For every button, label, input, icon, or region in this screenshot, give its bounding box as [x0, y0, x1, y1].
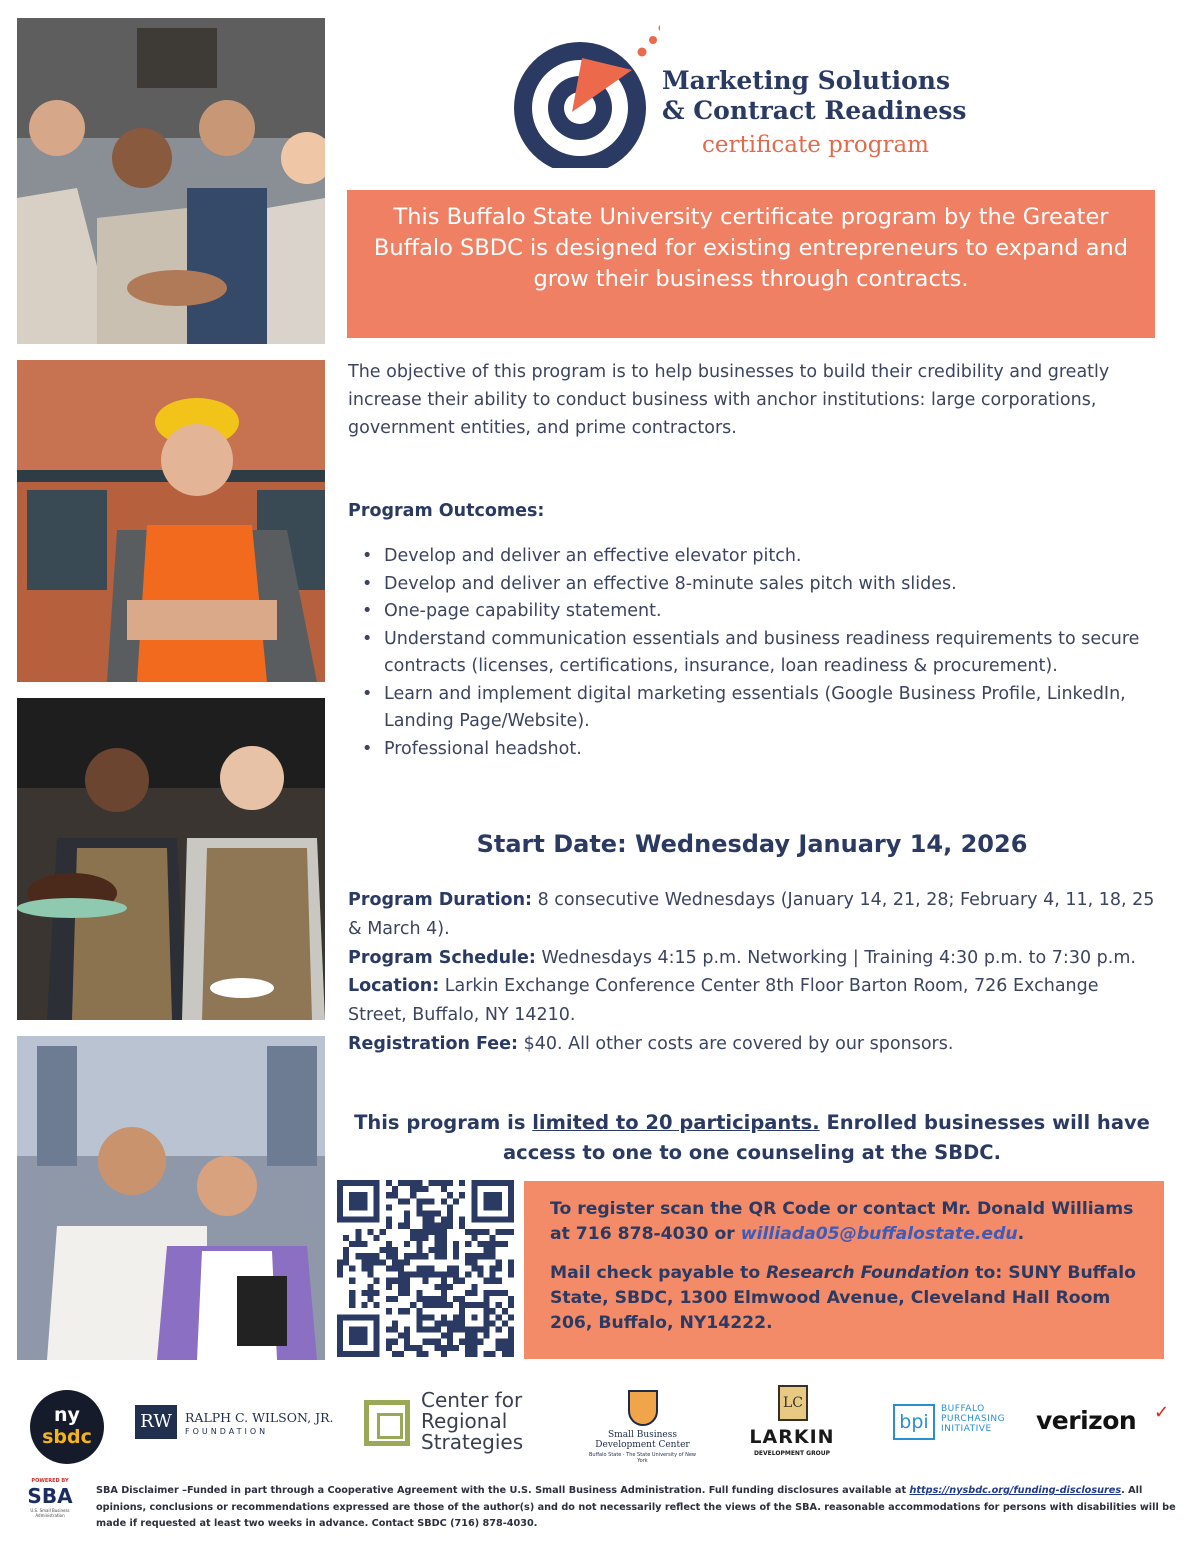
qr-code-icon: [337, 1180, 514, 1357]
larkin-name: LARKIN: [749, 1426, 835, 1448]
limited-pre: This program is: [354, 1111, 533, 1134]
mail-payee: Research Foundation: [766, 1263, 970, 1283]
sbdc-line1: Small Business: [608, 1430, 677, 1440]
location-label: Location:: [348, 976, 440, 997]
objective-paragraph: The objective of this program is to help businesses to build their credibility and greatly increase their ability to conduct business with anchor institutions: large corporations, government entities, and prime contractors.: [348, 362, 1110, 438]
sba-sub: U.S. Small Business Administration: [30, 1508, 70, 1518]
bpi-line3: INITIATIVE: [941, 1424, 992, 1434]
list-item: • Understand communication essentials and business readiness requirements to secure contracts (licenses, certifications, insurance, loan readiness & procurement).: [348, 626, 1158, 681]
duration-value: 8 consecutive Wednesdays (January 14, 21, 28; February 4, 11, 18, 25 & March 4).: [348, 890, 1155, 939]
sba-name: SBA: [27, 1484, 73, 1508]
duration-label: Program Duration:: [348, 890, 533, 910]
crs-frame-icon: [364, 1400, 410, 1446]
disclaimer-post: . All opinions, conclusions or recommendations expressed are those of the author(s) and do not necessarily reflect the views of the SBA. reasonable accommodations for persons with disabilities will be made if requested at least two weeks in advance. Contact SBDC (716) 878-4030.: [96, 1485, 1176, 1529]
target-arrow-icon: [510, 18, 660, 168]
funding-disclosures-link[interactable]: https://nysbdc.org/funding-disclosures: [909, 1485, 1122, 1496]
center-for-regional-strategies-logo: [364, 1390, 534, 1460]
crs-line1: Center for: [421, 1388, 523, 1412]
bpi-text: [941, 1404, 1005, 1434]
qr-code[interactable]: [337, 1180, 514, 1357]
sbdc-line3: Buffalo State · The State University of New York: [589, 1452, 696, 1464]
photo-dry-cleaner-owners: [17, 1036, 325, 1360]
sbdc-text: [585, 1430, 700, 1450]
start-date-heading: Start Date: Wednesday January 14, 2026: [476, 830, 1028, 858]
verizon-check-icon: ✓: [1154, 1402, 1170, 1423]
register-contact: [550, 1197, 1146, 1247]
logo-title-line1: Marketing Solutions: [662, 66, 951, 95]
buffalo-purchasing-initiative-logo: [893, 1390, 1013, 1460]
rw-mark: RW: [135, 1405, 177, 1439]
sba-disclaimer: [96, 1483, 1186, 1533]
sba-powered: POWERED BY: [31, 1478, 69, 1484]
verizon-name: verizon: [1036, 1406, 1137, 1435]
fee-label: Registration Fee:: [348, 1033, 519, 1054]
crs-text: [421, 1390, 523, 1453]
shield-icon: [628, 1390, 658, 1426]
list-item: • Develop and deliver an effective 8-minute sales pitch with slides.: [348, 571, 1158, 599]
limited-underlined: limited to 20 participants.: [532, 1111, 820, 1134]
location-value: Larkin Exchange Conference Center 8th Floor Barton Room, 726 Exchange Street, Buffalo, NY 14210.: [348, 976, 1099, 1026]
larkin-development-logo: [744, 1390, 844, 1460]
schedule-label: Program Schedule:: [348, 947, 536, 968]
photo-team-hands: [17, 18, 325, 344]
list-item: • One-page capability statement.: [348, 598, 1158, 626]
outcomes-list: [348, 543, 1158, 763]
register-mail: [550, 1261, 1146, 1336]
verizon-logo: [1036, 1390, 1170, 1460]
rw-name: RALPH C. WILSON, JR.: [185, 1410, 334, 1425]
nysbdc-logo-sbdc: sbdc: [42, 1426, 92, 1448]
outcomes-heading: Program Outcomes:: [348, 501, 545, 521]
intro-banner-text: This Buffalo State University certificate program by the Greater Buffalo SBDC is designed for existing entrepreneurs to expand and grow their business through contracts.: [373, 204, 1129, 292]
nysbdc-logo: [30, 1390, 104, 1464]
register-box: [524, 1181, 1164, 1359]
intro-banner: [347, 190, 1155, 338]
list-item: • Learn and implement digital marketing essentials (Google Business Profile, LinkedIn, Landing Page/Website).: [348, 681, 1158, 736]
ralph-wilson-foundation-logo: [135, 1390, 335, 1460]
email-link[interactable]: williada05@buffalostate.edu: [740, 1224, 1018, 1244]
schedule-value: Wednesdays 4:15 p.m. Networking | Training 4:30 p.m. to 7:30 p.m.: [535, 947, 1136, 968]
logo-title-line2: & Contract Readiness: [662, 96, 967, 125]
limited-notice: [348, 1108, 1156, 1168]
nysbdc-logo-ny: ny: [54, 1404, 80, 1426]
larkin-sub: DEVELOPMENT GROUP: [753, 1450, 831, 1457]
bpi-mark: bpi: [893, 1404, 935, 1440]
limited-post: Enrolled businesses will have access to one to one counseling at the SBDC.: [503, 1111, 1150, 1164]
program-logo: [510, 18, 990, 168]
sbdc-line2: Development Center: [595, 1440, 690, 1450]
crs-line3: Strategies: [421, 1430, 524, 1454]
register-end: .: [1017, 1224, 1025, 1244]
sba-logo: [22, 1478, 78, 1544]
mail-address: to: SUNY Buffalo State, SBDC, 1300 Elmwood Avenue, Cleveland Hall Room 206, Buffalo, NY14222.: [550, 1263, 1136, 1333]
list-item: • Develop and deliver an effective elevator pitch.: [348, 543, 1158, 571]
list-item: • Professional headshot.: [348, 736, 1158, 764]
fee-value: $40. All other costs are covered by our sponsors.: [518, 1033, 954, 1054]
logo-subtitle: certificate program: [702, 132, 929, 158]
mail-text: Mail check payable to: [550, 1263, 767, 1283]
photo-cafe-staff: [17, 698, 325, 1020]
bpi-line1: BUFFALO: [941, 1404, 985, 1414]
disclaimer-pre: SBA Disclaimer –Funded in part through a Cooperative Agreement with the U.S. Small Business Administration. Full funding disclosures available at: [96, 1485, 910, 1496]
crs-line2: Regional: [421, 1409, 508, 1433]
rw-foundation: FOUNDATION: [185, 1427, 269, 1436]
small-business-development-center-logo: [585, 1390, 705, 1464]
program-details: [348, 886, 1158, 1059]
register-text: To register scan the QR Code or contact Mr. Donald Williams at 716 878-4030 or: [550, 1199, 1134, 1244]
bpi-line2: PURCHASING: [941, 1414, 1006, 1424]
photo-construction-worker: [17, 360, 325, 682]
larkin-mark-icon: LC: [778, 1385, 808, 1421]
